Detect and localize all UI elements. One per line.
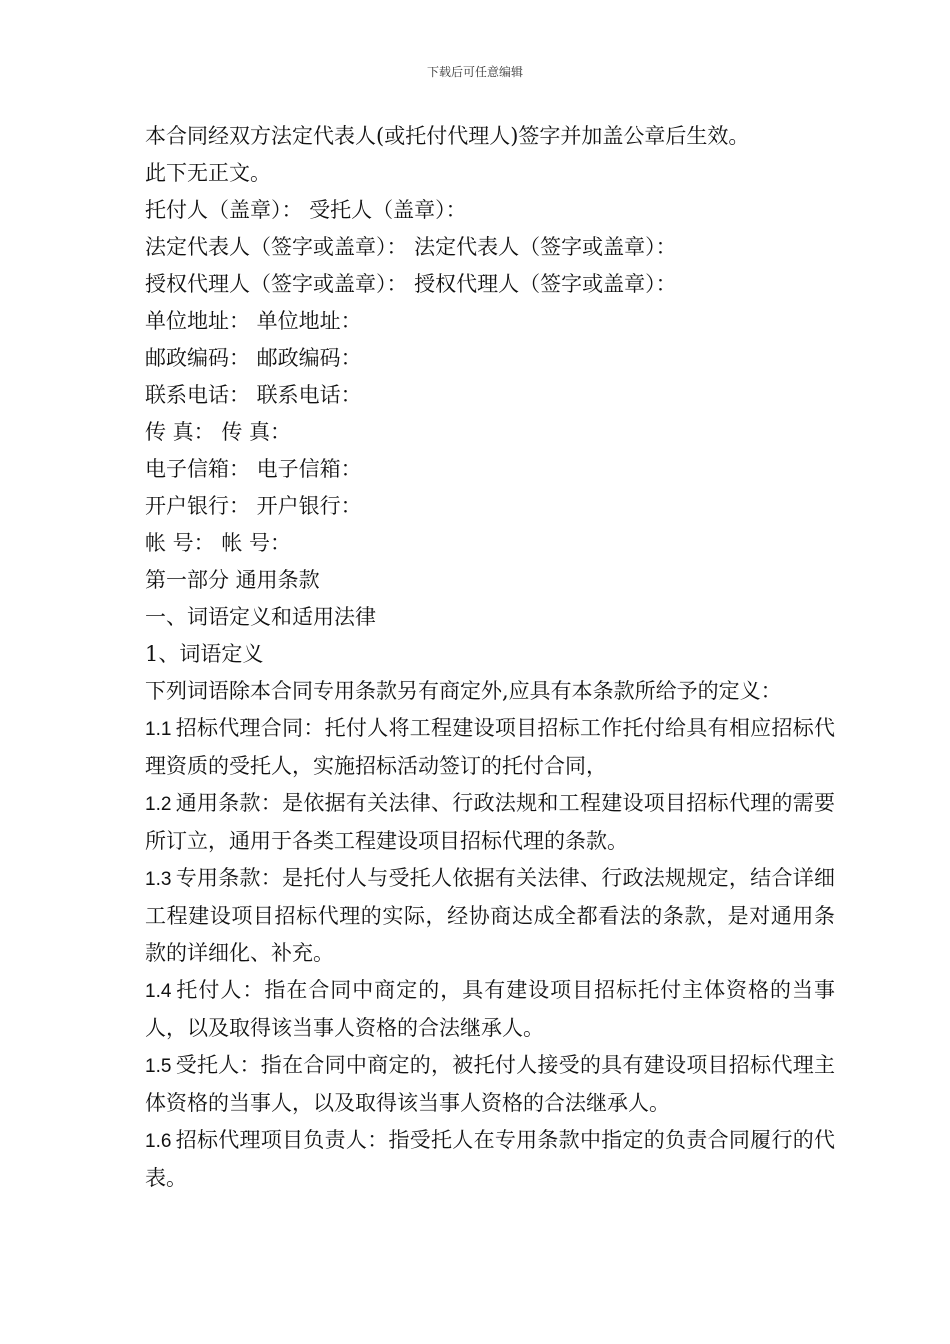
page-header: 下载后可任意编辑 — [426, 65, 523, 79]
clause-text: 托付人：指在合同中商定的，具有建设项目招标托付主体资格的当事人，以及取得该当事人资格的合法继承人。 — [145, 978, 835, 1040]
clause-number: 1.5 — [145, 1056, 172, 1077]
signature-agent-row: 授权代理人（签字或盖章）： 授权代理人（签字或盖章）： — [145, 272, 677, 296]
account-row: 帐 号： 帐 号： — [145, 531, 292, 555]
clause-1-3 — [145, 860, 835, 972]
clause-1-1 — [145, 710, 835, 785]
effective-clause: 本合同经双方法定代表人(或托付代理人)签字并加盖公章后生效。 — [145, 124, 750, 148]
clause-text: 通用条款：是依据有关法律、行政法规和工程建设项目招标代理的需要所订立，通用于各类工程建设项目招标代理的条款。 — [145, 791, 835, 853]
signature-legal-rep-row: 法定代表人（签字或盖章）： 法定代表人（签字或盖章）： — [145, 235, 677, 259]
clause-text: 招标代理合同：托付人将工程建设项目招标工作托付给具有相应招标代理资质的受托人，实施招标活动签订的托付合同， — [145, 716, 835, 778]
clause-1-6 — [145, 1122, 835, 1197]
clause-number: 1.3 — [145, 869, 172, 890]
phone-row: 联系电话： 联系电话： — [145, 383, 362, 407]
no-further-text: 此下无正文。 — [145, 161, 271, 185]
email-row: 电子信箱： 电子信箱： — [145, 457, 362, 481]
postcode-row: 邮政编码： 邮政编码： — [145, 346, 362, 370]
fax-row: 传 真： 传 真： — [145, 420, 292, 444]
clause-1-2 — [145, 785, 835, 860]
signature-seal-row: 托付人（盖章）： 受托人（盖章）： — [145, 198, 467, 222]
clause-text: 受托人：指在合同中商定的，被托付人接受的具有建设项目招标代理主体资格的当事人，以及取得该当事人资格的合法继承人。 — [145, 1053, 835, 1115]
clause-number: 1.4 — [145, 981, 172, 1002]
address-row: 单位地址： 单位地址： — [145, 309, 362, 333]
definitions-intro: 下列词语除本合同专用条款另有商定外,应具有本条款所给予的定义： — [145, 679, 782, 703]
bank-row: 开户银行： 开户银行： — [145, 494, 362, 518]
clause-1-4 — [145, 972, 835, 1047]
document-body — [145, 118, 835, 1197]
subsection-heading: 1、词语定义 — [145, 642, 264, 666]
clause-number: 1.6 — [145, 1131, 172, 1152]
clause-text: 专用条款：是托付人与受托人依据有关法律、行政法规规定，结合详细工程建设项目招标代理的实际，经协商达成全都看法的条款，是对通用条款的详细化、补充。 — [145, 866, 835, 965]
part-heading: 第一部分 通用条款 — [145, 568, 320, 592]
clause-number: 1.2 — [145, 794, 172, 815]
clause-text: 招标代理项目负责人：指受托人在专用条款中指定的负责合同履行的代表。 — [145, 1128, 835, 1190]
clause-1-5 — [145, 1047, 835, 1122]
section-heading: 一、词语定义和适用法律 — [145, 605, 376, 629]
clause-number: 1.1 — [145, 719, 172, 740]
